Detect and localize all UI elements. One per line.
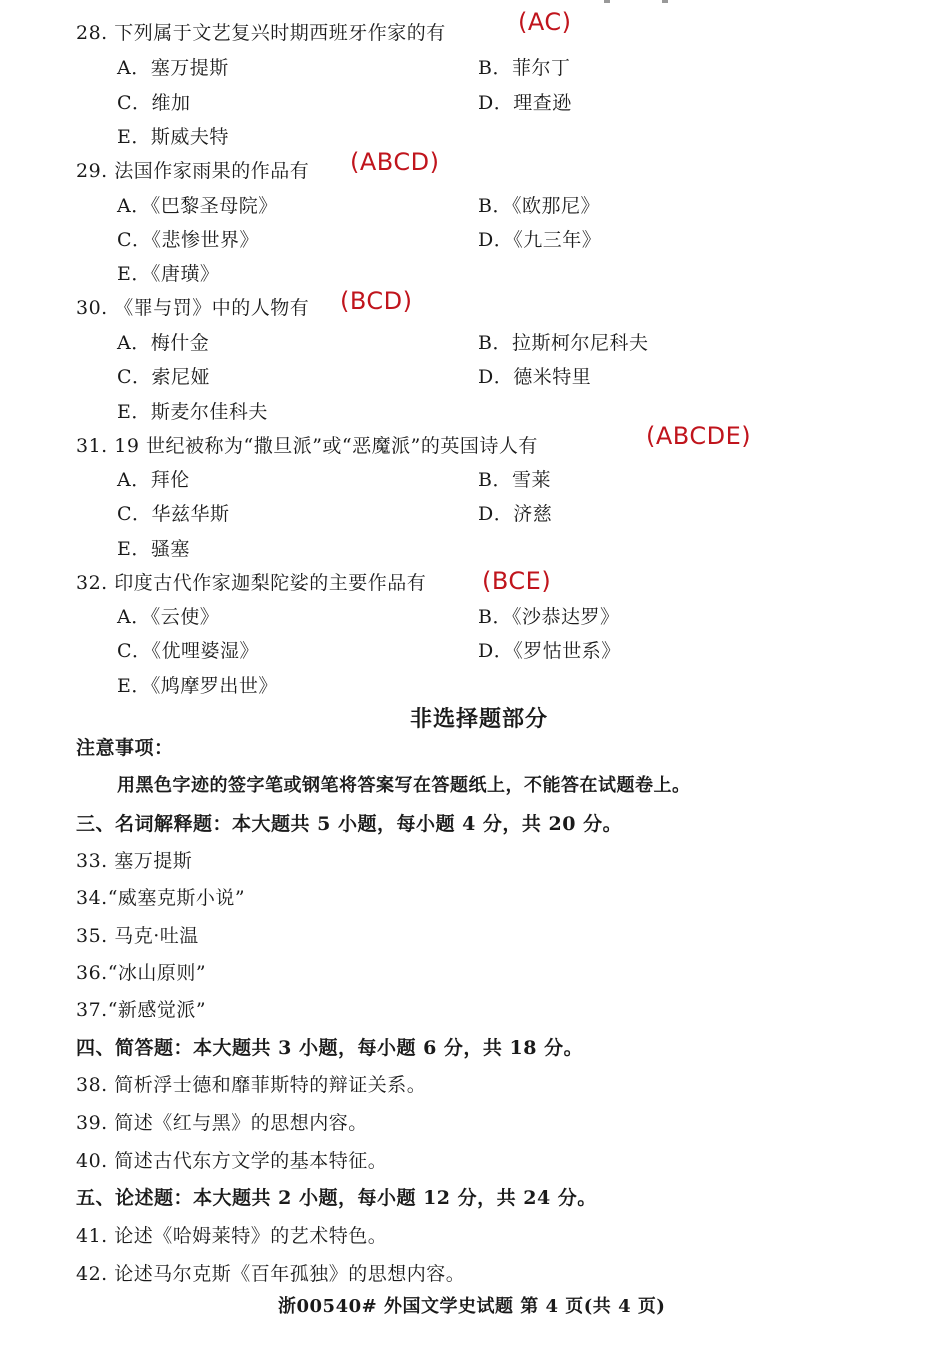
question-number: 32. <box>76 572 108 594</box>
question-number: 28. <box>76 22 108 44</box>
option-a: A．梅什金 <box>117 332 210 354</box>
option-a: A．《巴黎圣母院》 <box>117 195 278 217</box>
question-stem: 下列属于文艺复兴时期西班牙作家的有 <box>114 22 446 44</box>
section-title: 非选择题部分 <box>410 706 549 732</box>
part-5-title: 五、论述题：本大题共 2 小题，每小题 12 分，共 24 分。 <box>76 1187 597 1209</box>
option-c: C．维加 <box>117 92 191 114</box>
option-d: D．《罗怙世系》 <box>478 640 621 662</box>
option-e: E．骚塞 <box>117 538 190 560</box>
option-a: A．拜伦 <box>117 469 190 491</box>
option-b: B．雪莱 <box>478 469 551 491</box>
handwritten-answer: (ABCD) <box>350 148 440 176</box>
option-c: C．《优哩婆湿》 <box>117 640 260 662</box>
option-c: C．索尼娅 <box>117 366 211 388</box>
option-d: D．理查逊 <box>478 92 572 114</box>
option-b: B．拉斯柯尔尼科夫 <box>478 332 649 354</box>
option-a: A．《云使》 <box>117 606 220 628</box>
option-e: E．《唐璜》 <box>117 263 220 285</box>
question-number: 31. <box>76 435 108 457</box>
list-item: 40. 简述古代东方文学的基本特征。 <box>76 1150 388 1172</box>
question-stem: 19 世纪被称为“撒旦派”或“恶魔派”的英国诗人有 <box>114 435 538 457</box>
page-footer: 浙00540# 外国文学史试题 第 4 页(共 4 页) <box>278 1296 666 1317</box>
list-item: 41. 论述《哈姆莱特》的艺术特色。 <box>76 1225 388 1247</box>
option-d: D．《九三年》 <box>478 229 602 251</box>
option-c: C．华兹华斯 <box>117 503 230 525</box>
notice-text: 用黑色字迹的签字笔或钢笔将答案写在答题纸上，不能答在试题卷上。 <box>117 775 691 796</box>
option-d: D．济慈 <box>478 503 553 525</box>
question-28 <box>76 18 446 45</box>
question-stem: 印度古代作家迦梨陀娑的主要作品有 <box>114 572 427 594</box>
option-e: E．《鸠摩罗出世》 <box>117 675 278 697</box>
question-32 <box>76 568 426 595</box>
question-31 <box>76 431 538 458</box>
question-stem: 《罪与罚》中的人物有 <box>114 297 310 319</box>
list-item: 34.“威塞克斯小说” <box>76 887 246 909</box>
option-b: B．《欧那尼》 <box>478 195 600 217</box>
option-c: C．《悲惨世界》 <box>117 229 260 251</box>
list-item: 37.“新感觉派” <box>76 999 207 1021</box>
option-e: E．斯麦尔佳科夫 <box>117 401 268 423</box>
list-item: 42. 论述马尔克斯《百年孤独》的思想内容。 <box>76 1263 466 1285</box>
handwritten-answer: (ABCDE) <box>646 422 752 450</box>
cropped-text-mark <box>604 0 610 3</box>
part-4-title: 四、简答题：本大题共 3 小题，每小题 6 分，共 18 分。 <box>76 1037 584 1059</box>
notice-label: 注意事项： <box>76 737 174 759</box>
question-30 <box>76 293 309 320</box>
handwritten-answer: (AC) <box>518 8 572 36</box>
list-item: 39. 简述《红与黑》的思想内容。 <box>76 1112 368 1134</box>
question-stem: 法国作家雨果的作品有 <box>114 160 310 182</box>
option-b: B．菲尔丁 <box>478 57 571 79</box>
part-3-title: 三、名词解释题：本大题共 5 小题，每小题 4 分，共 20 分。 <box>76 813 623 835</box>
option-a: A．塞万提斯 <box>117 57 229 79</box>
handwritten-answer: (BCE) <box>482 567 552 595</box>
list-item: 33. 塞万提斯 <box>76 850 193 872</box>
handwritten-answer: (BCD) <box>340 287 413 315</box>
cropped-text-mark <box>662 0 668 3</box>
option-e: E．斯威夫特 <box>117 126 229 148</box>
option-b: B．《沙恭达罗》 <box>478 606 620 628</box>
question-number: 30. <box>76 297 108 319</box>
list-item: 38. 简析浮士德和靡菲斯特的辩证关系。 <box>76 1074 427 1096</box>
option-d: D．德米特里 <box>478 366 592 388</box>
question-number: 29. <box>76 160 108 182</box>
list-item: 35. 马克·吐温 <box>76 925 199 947</box>
list-item: 36.“冰山原则” <box>76 962 207 984</box>
question-29 <box>76 156 309 183</box>
